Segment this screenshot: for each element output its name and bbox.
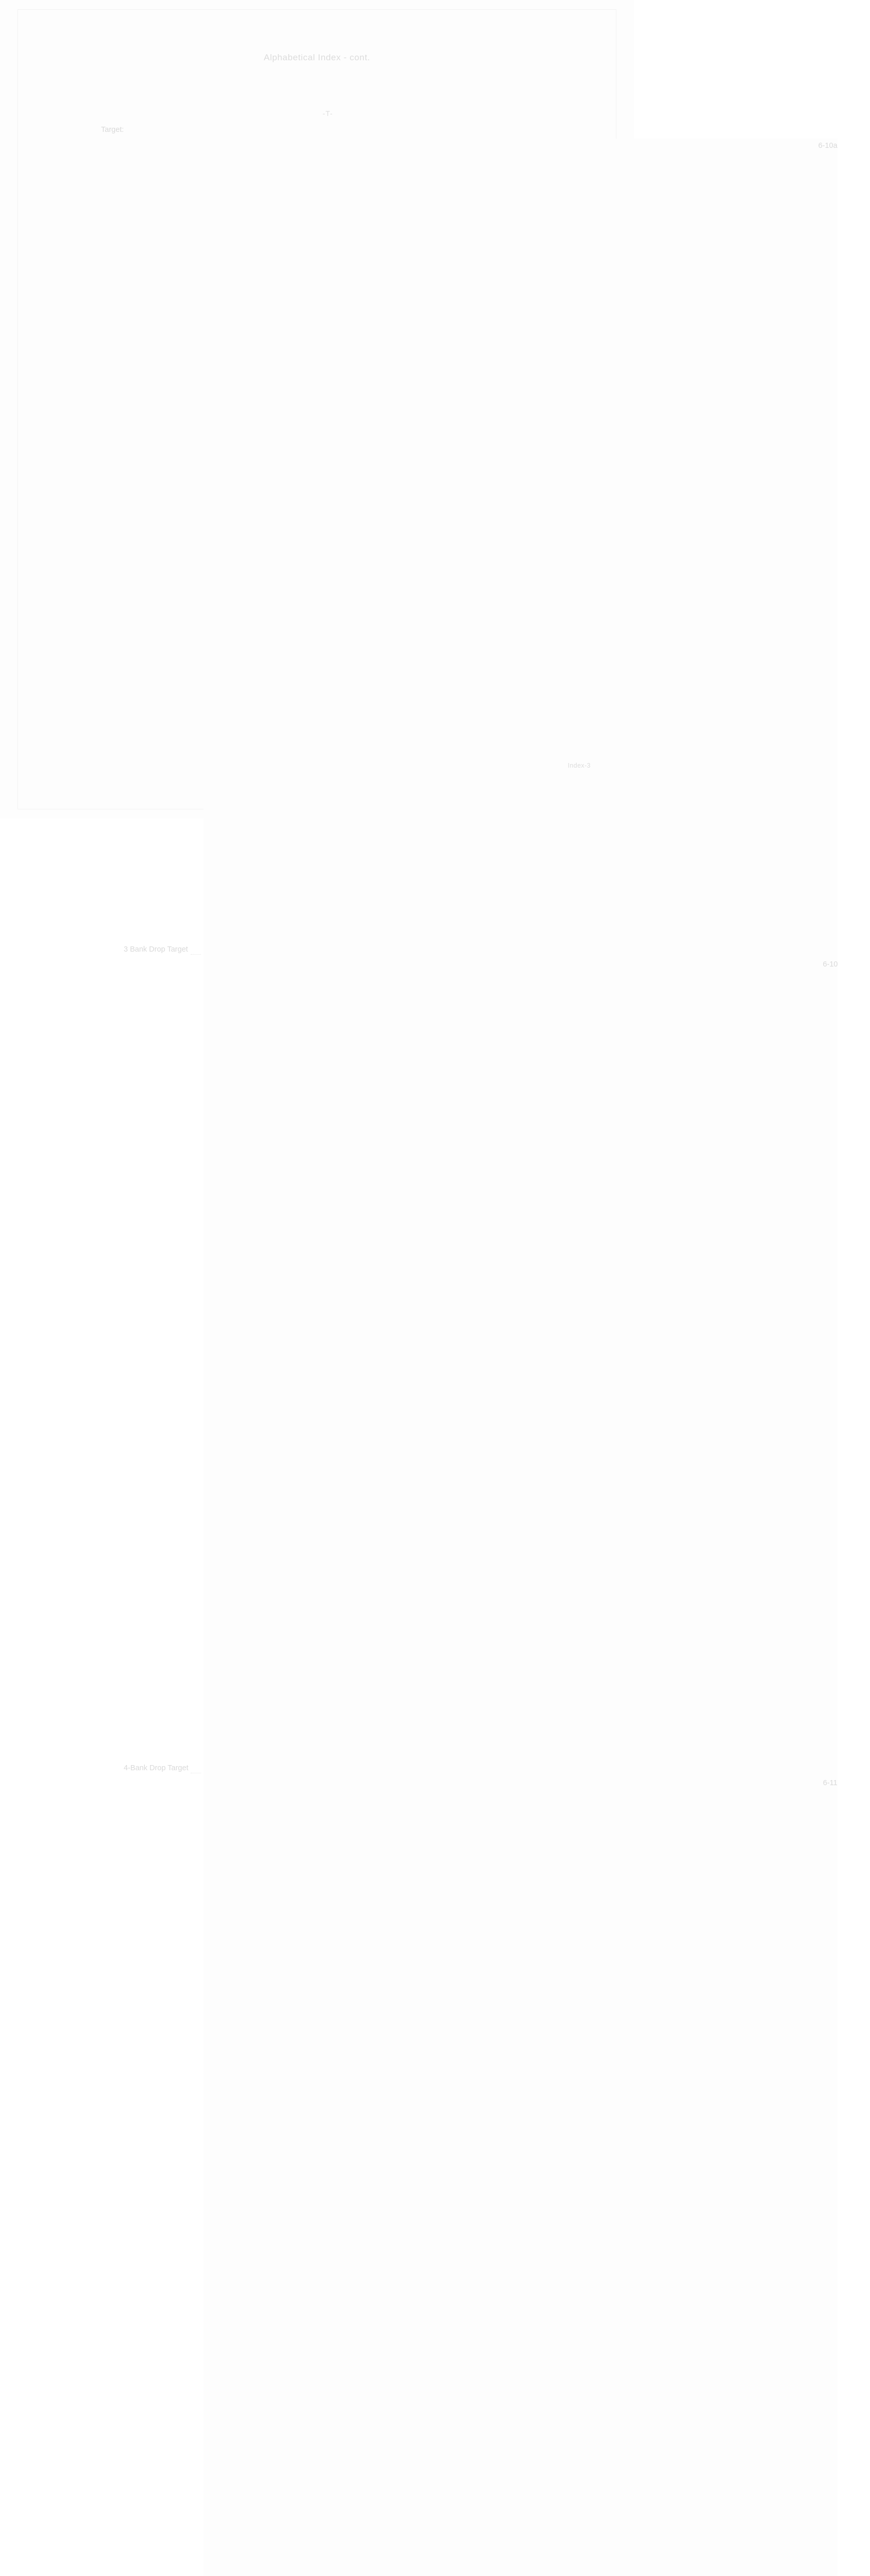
index-entry[interactable] — [101, 1776, 838, 2576]
entry-label: 3 Bank Drop Target — [124, 945, 188, 954]
index-entry[interactable] — [101, 957, 838, 1776]
page-title: Alphabetical Index - cont. — [263, 53, 371, 62]
entry-page: 6-10 — [204, 957, 838, 1776]
entry-page: 6-11 — [204, 1776, 838, 2576]
dot-leader — [191, 1772, 201, 1773]
page-footer: Index-3 — [567, 762, 591, 769]
section-letter-t: -T- — [322, 109, 333, 117]
dot-leader — [191, 954, 201, 955]
entry-label: 4-Bank Drop Target — [124, 1764, 189, 1772]
entry-page: 6-10a — [204, 139, 838, 957]
group-heading-target: Target: — [101, 126, 124, 134]
